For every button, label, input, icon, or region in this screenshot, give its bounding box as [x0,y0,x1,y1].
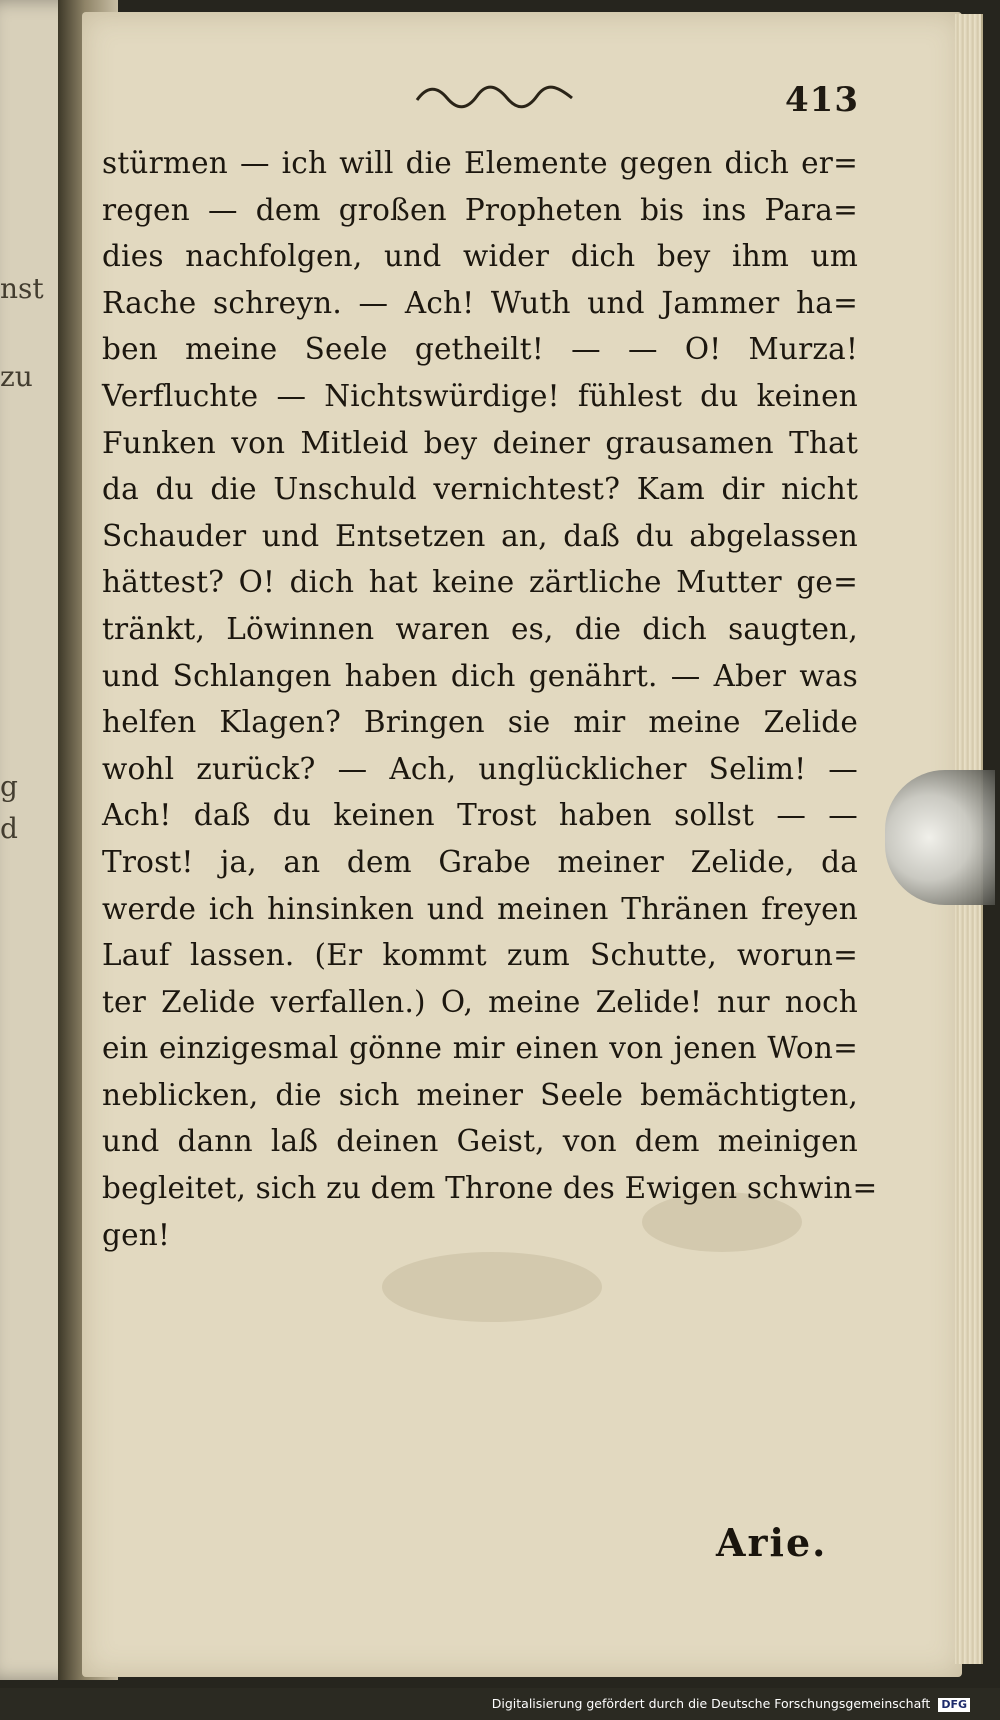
text-line: ter Zelide verfallen.) O, meine Zelide! nur noch [102,984,858,1019]
text-line: neblicken, die sich meiner Seele bemächtigten, [102,1077,858,1112]
text-line: tränkt, Löwinnen waren es, die dich saugten, [102,611,858,646]
text-line: wohl zurück? — Ach, unglücklicher Selim! — [102,751,858,786]
body-text [102,140,878,1258]
page-number: 413 [785,80,859,120]
wave-ornament-icon [412,82,582,112]
text-line: hättest? O! dich hat keine zärtliche Mutter ge= [102,565,858,600]
text-line: da du die Unschuld vernichtest? Kam dir nicht [102,472,858,507]
dfg-logo-icon: DFG [938,1698,970,1712]
text-line: Schauder und Entsetzen an, daß du abgelassen [102,518,858,553]
catchword: Arie. [716,1520,828,1565]
text-line: Verfluchte — Nichtswürdige! fühlest du keinen [102,378,858,413]
footer-bar [0,1688,1000,1720]
text-line: regen — dem großen Propheten bis ins Para= [102,192,858,227]
text-line: Trost! ja, an dem Grabe meiner Zelide, da [102,844,858,879]
left-page-fragment: d [0,812,18,845]
text-line: begleitet, sich zu dem Throne des Ewigen schwin= [102,1171,878,1206]
text-line: gen! [102,1217,170,1252]
text-line: ein einzigesmal gönne mir einen von jenen Won= [102,1031,858,1066]
text-line: und Schlangen haben dich genährt. — Aber was [102,658,858,693]
text-line: Rache schreyn. — Ach! Wuth und Jammer ha= [102,285,858,320]
text-line: ben meine Seele getheilt! — — O! Murza! [102,332,858,367]
text-line: Funken von Mitleid bey deiner grausamen That [102,425,858,460]
left-page-fragment: g [0,770,18,803]
text-line: Ach! daß du keinen Trost haben sollst — — [102,798,858,833]
digitization-credit [492,1696,970,1712]
text-line: Lauf lassen. (Er kommt zum Schutte, worun= [102,938,858,973]
left-page-fragment: zu [0,360,33,393]
text-line: und dann laß deinen Geist, von dem meinigen [102,1124,858,1159]
page-clip-icon [885,770,995,905]
credit-text: Digitalisierung gefördert durch die Deutsche Forschungsgemeinschaft [491,1696,931,1711]
left-page-fragment: nst [0,272,44,305]
text-line: werde ich hinsinken und meinen Thränen freyen [102,891,858,926]
text-line: dies nachfolgen, und wider dich bey ihm um [102,239,858,274]
text-line: stürmen — ich will die Elemente gegen dich er= [102,146,858,180]
text-line: helfen Klagen? Bringen sie mir meine Zelide [102,705,858,740]
